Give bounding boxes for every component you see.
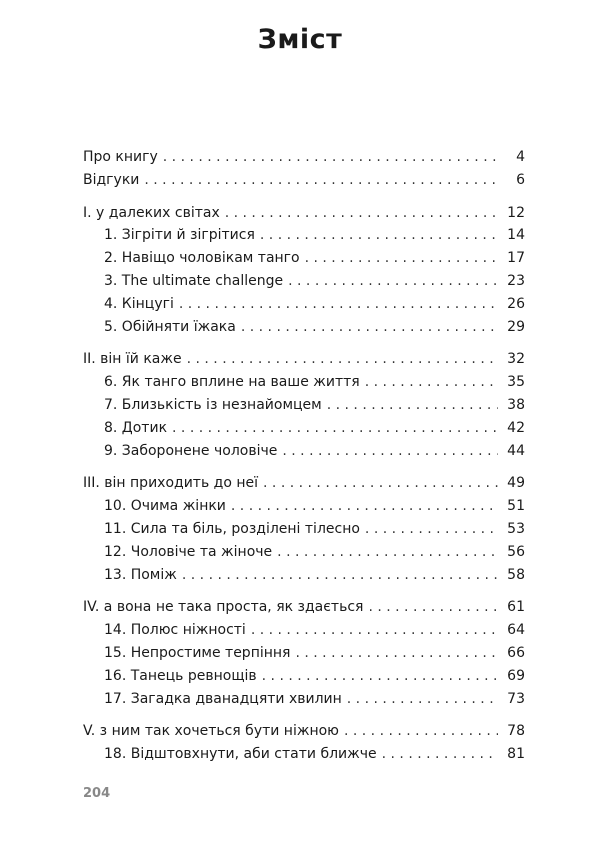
- toc-entry-page: 58: [507, 566, 525, 583]
- dot-leader: [347, 688, 498, 711]
- dot-leader: [187, 348, 498, 371]
- toc-entry-page: 32: [507, 351, 525, 368]
- toc-entry-label: 3. The ultimate challenge: [104, 272, 284, 289]
- dot-leader: [277, 541, 498, 564]
- toc-chapter-4[interactable]: [83, 293, 525, 316]
- toc-chapter-18[interactable]: [83, 743, 525, 766]
- dot-leader: [344, 720, 498, 743]
- toc-chapter-11[interactable]: [83, 518, 525, 541]
- toc-entry-label: III. він приходить до неї: [83, 475, 259, 492]
- toc-part-1[interactable]: [83, 202, 525, 225]
- toc-chapter-1[interactable]: [83, 224, 525, 247]
- toc-entry-label: 16. Танець ревнощів: [104, 667, 257, 684]
- dot-leader: [241, 316, 498, 339]
- toc-entry-page: 42: [507, 419, 525, 436]
- toc-entry-label: 12. Чоловіче та жіноче: [104, 543, 273, 560]
- toc-part-2[interactable]: [83, 348, 525, 371]
- toc-chapter-7[interactable]: [83, 394, 525, 417]
- dot-leader: [295, 642, 498, 665]
- toc-entry-label: 17. Загадка дванадцяти хвилин: [104, 690, 342, 707]
- dot-leader: [163, 146, 498, 169]
- toc-part-5[interactable]: [83, 720, 525, 743]
- dot-leader: [305, 247, 498, 270]
- toc-entry-page: 44: [507, 442, 525, 459]
- toc-entry-page: 38: [507, 396, 525, 413]
- toc-entry-about[interactable]: [83, 146, 525, 169]
- toc-entry-page: 73: [507, 690, 525, 707]
- dot-leader: [225, 202, 498, 225]
- toc-entry-page: 81: [507, 746, 525, 763]
- dot-leader: [263, 472, 498, 495]
- toc-entry-label: 1. Зігріти й зігрітися: [104, 227, 255, 244]
- toc-entry-page: 64: [507, 622, 525, 639]
- toc-entry-page: 69: [507, 667, 525, 684]
- toc-entry-label: 9. Заборонене чоловіче: [104, 442, 278, 459]
- page-number: 204: [83, 786, 111, 801]
- toc-entry-page: 78: [507, 723, 525, 740]
- toc-chapter-16[interactable]: [83, 665, 525, 688]
- toc-entry-page: 4: [516, 149, 525, 165]
- toc-entry-reviews[interactable]: [83, 169, 525, 192]
- toc-entry-page: 66: [507, 644, 525, 661]
- toc-entry-label: II. він їй каже: [83, 351, 182, 368]
- dot-leader: [260, 224, 498, 247]
- toc-chapter-9[interactable]: [83, 440, 525, 463]
- toc-entry-page: 17: [507, 250, 525, 267]
- dot-leader: [327, 394, 498, 417]
- toc-entry-label: 6. Як танго вплине на ваше життя: [104, 374, 360, 391]
- toc-entry-label: I. у далеких світах: [83, 204, 220, 221]
- toc-entry-label: 13. Поміж: [104, 566, 177, 583]
- toc-entry-page: 12: [507, 204, 525, 221]
- dot-leader: [365, 371, 498, 394]
- dot-leader: [262, 665, 498, 688]
- dot-leader: [282, 440, 498, 463]
- toc-entry-page: 6: [516, 171, 525, 188]
- toc-entry-label: 10. Очима жінки: [104, 498, 226, 515]
- table-of-contents: [83, 146, 525, 766]
- toc-part-4[interactable]: [83, 596, 525, 619]
- toc-chapter-3[interactable]: [83, 270, 525, 293]
- toc-entry-page: 29: [507, 318, 525, 335]
- toc-entry-label: 11. Сила та біль, розділені тілесно: [104, 520, 360, 537]
- toc-entry-page: 23: [507, 272, 525, 289]
- toc-part-3[interactable]: [83, 472, 525, 495]
- toc-chapter-10[interactable]: [83, 495, 525, 518]
- toc-entry-page: 51: [507, 498, 525, 515]
- dot-leader: [182, 564, 498, 587]
- dot-leader: [368, 596, 498, 619]
- dot-leader: [179, 293, 498, 316]
- toc-chapter-12[interactable]: [83, 541, 525, 564]
- dot-leader: [172, 417, 498, 440]
- toc-chapter-6[interactable]: [83, 371, 525, 394]
- dot-leader: [144, 169, 498, 192]
- toc-entry-label: 14. Полюс ніжності: [104, 622, 246, 639]
- dot-leader: [231, 495, 498, 518]
- dot-leader: [365, 518, 498, 541]
- toc-entry-label: Відгуки: [83, 171, 140, 188]
- toc-entry-page: 61: [507, 599, 525, 616]
- toc-chapter-17[interactable]: [83, 688, 525, 711]
- toc-chapter-14[interactable]: [83, 619, 525, 642]
- toc-entry-page: 14: [507, 227, 525, 244]
- toc-entry-page: 35: [507, 374, 525, 391]
- toc-entry-page: 56: [507, 543, 525, 560]
- toc-entry-label: 7. Близькість із незнайомцем: [104, 396, 322, 413]
- toc-entry-label: 18. Відштовхнути, аби стати ближче: [104, 746, 377, 763]
- page-title: Зміст: [257, 24, 343, 55]
- toc-entry-label: Про книгу: [83, 149, 158, 165]
- toc-chapter-13[interactable]: [83, 564, 525, 587]
- toc-entry-label: 4. Кінцугі: [104, 295, 174, 312]
- toc-entry-page: 26: [507, 295, 525, 312]
- toc-chapter-2[interactable]: [83, 247, 525, 270]
- toc-entry-label: 2. Навіщо чоловікам танго: [104, 250, 300, 267]
- toc-chapter-15[interactable]: [83, 642, 525, 665]
- toc-entry-label: 15. Непростиме терпіння: [104, 644, 291, 661]
- toc-entry-label: IV. а вона не така проста, як здається: [83, 599, 364, 616]
- toc-entry-page: 49: [507, 475, 525, 492]
- toc-chapter-8[interactable]: [83, 417, 525, 440]
- toc-entry-page: 53: [507, 520, 525, 537]
- dot-leader: [251, 619, 498, 642]
- dot-leader: [288, 270, 498, 293]
- toc-entry-label: 5. Обійняти їжака: [104, 318, 236, 335]
- toc-entry-label: V. з ним так хочеться бути ніжною: [83, 723, 339, 740]
- toc-chapter-5[interactable]: [83, 316, 525, 339]
- dot-leader: [382, 743, 498, 766]
- toc-entry-label: 8. Дотик: [104, 419, 168, 436]
